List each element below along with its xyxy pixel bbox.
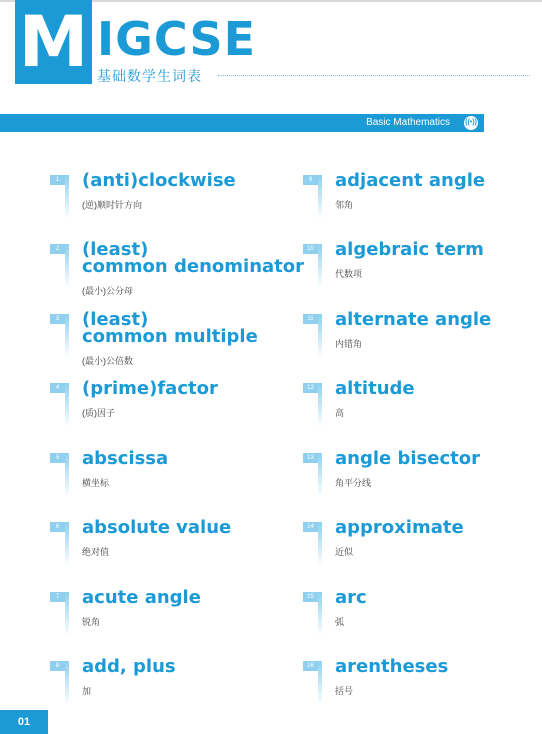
entry-number: 14 bbox=[303, 522, 318, 532]
page-subtitle: 基础数学生词表 bbox=[97, 69, 202, 85]
entry-accent-bar bbox=[318, 522, 322, 566]
entry-number: 11 bbox=[303, 314, 318, 324]
entry-accent-bar bbox=[318, 175, 322, 219]
entry-accent-bar bbox=[65, 522, 69, 566]
entry-translation: (最小)公倍数 bbox=[82, 356, 133, 366]
entry-accent-bar bbox=[65, 453, 69, 497]
entry-number: 10 bbox=[303, 244, 318, 254]
entry-term: absolute value bbox=[82, 517, 232, 538]
entry-translation: 代数项 bbox=[335, 269, 363, 279]
entry-translation: 绝对值 bbox=[82, 547, 110, 557]
entry-term: (anti)clockwise bbox=[82, 170, 236, 191]
page-number: 01 bbox=[0, 710, 48, 734]
speaker-icon[interactable]: ((•)) bbox=[464, 116, 478, 130]
entry-term: alternate angle bbox=[335, 309, 492, 330]
entry-accent-bar bbox=[65, 661, 69, 705]
entry-translation: 内错角 bbox=[335, 339, 363, 349]
entry-term: altitude bbox=[335, 378, 415, 399]
entry-number: 4 bbox=[50, 383, 65, 393]
entry-accent-bar bbox=[318, 383, 322, 427]
entry-term: arentheses bbox=[335, 656, 449, 677]
entry-term: algebraic term bbox=[335, 239, 484, 260]
entry-translation: 加 bbox=[82, 686, 92, 696]
entry-number: 1 bbox=[50, 175, 65, 185]
entry-translation: 括号 bbox=[335, 686, 354, 696]
entry-accent-bar bbox=[318, 661, 322, 705]
entry-number: 7 bbox=[50, 592, 65, 602]
entry-term: acute angle bbox=[82, 587, 201, 608]
entry-translation: (最小)公分母 bbox=[82, 286, 133, 296]
section-title: Basic Mathematics bbox=[366, 117, 450, 128]
entry-translation: 弧 bbox=[335, 617, 345, 627]
entry-translation: 横坐标 bbox=[82, 478, 110, 488]
entry-number: 8 bbox=[50, 661, 65, 671]
entry-term: abscissa bbox=[82, 448, 169, 469]
entry-translation: 锐角 bbox=[82, 617, 101, 627]
section-banner bbox=[0, 114, 484, 132]
entry-accent-bar bbox=[65, 175, 69, 219]
entry-term: approximate bbox=[335, 517, 464, 538]
entry-number: 6 bbox=[50, 522, 65, 532]
entry-number: 15 bbox=[303, 592, 318, 602]
entry-accent-bar bbox=[318, 453, 322, 497]
entry-translation: (逆)顺时针方向 bbox=[82, 200, 142, 210]
entry-translation: 近似 bbox=[335, 547, 354, 557]
entry-number: 12 bbox=[303, 383, 318, 393]
entry-accent-bar bbox=[65, 383, 69, 427]
entry-accent-bar bbox=[65, 244, 69, 288]
entry-number: 5 bbox=[50, 453, 65, 463]
entry-number: 13 bbox=[303, 453, 318, 463]
page-title: IGCSE bbox=[97, 12, 257, 66]
entry-number: 2 bbox=[50, 244, 65, 254]
brand-logo: M bbox=[15, 0, 92, 84]
entry-accent-bar bbox=[318, 592, 322, 636]
entry-number: 9 bbox=[303, 175, 318, 185]
entry-translation: 邻角 bbox=[335, 200, 354, 210]
entry-term: arc bbox=[335, 587, 367, 608]
entry-term: adjacent angle bbox=[335, 170, 486, 191]
entry-term: (prime)factor bbox=[82, 378, 218, 399]
entry-translation: (质)因子 bbox=[82, 408, 115, 418]
entry-translation: 高 bbox=[335, 408, 345, 418]
entry-accent-bar bbox=[65, 592, 69, 636]
entry-term: add, plus bbox=[82, 656, 176, 677]
entry-accent-bar bbox=[318, 314, 322, 358]
entry-term: angle bisector bbox=[335, 448, 480, 469]
entry-accent-bar bbox=[65, 314, 69, 358]
dotted-divider bbox=[218, 75, 530, 76]
entry-accent-bar bbox=[318, 244, 322, 288]
entry-translation: 角平分线 bbox=[335, 478, 372, 488]
entry-term: (least) common denominator bbox=[82, 239, 305, 277]
entry-term: (least) common multiple bbox=[82, 309, 258, 347]
entry-number: 16 bbox=[303, 661, 318, 671]
entry-number: 3 bbox=[50, 314, 65, 324]
